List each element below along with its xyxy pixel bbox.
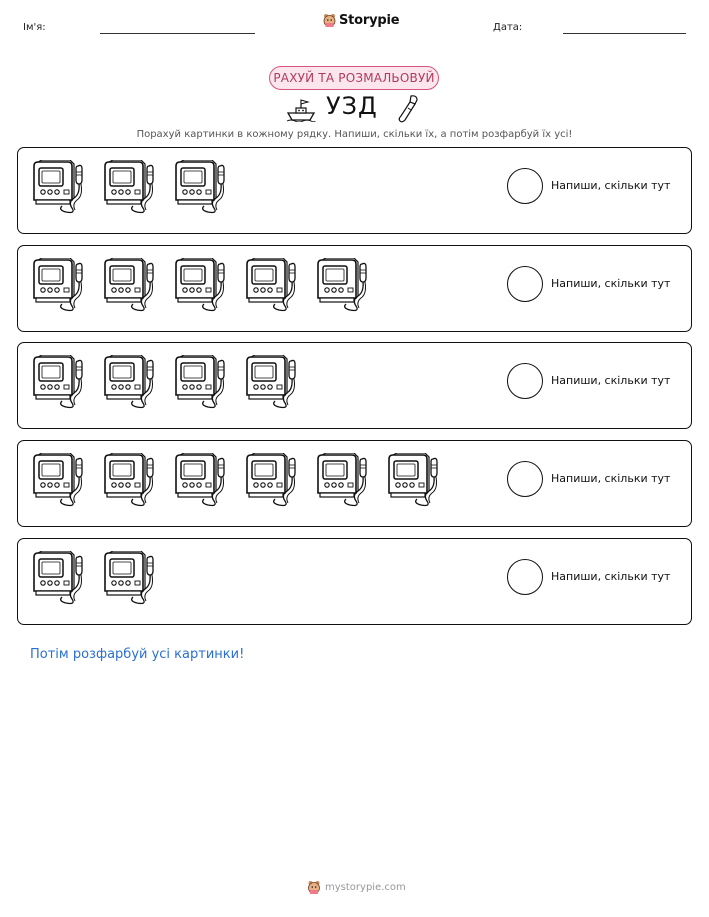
- answer-circle[interactable]: [507, 461, 543, 497]
- ultrasound-machine-icon[interactable]: [243, 258, 301, 314]
- ultrasound-machine-icon[interactable]: [101, 355, 159, 411]
- brand-name: Storypie: [339, 13, 400, 28]
- date-label: Дата:: [493, 22, 523, 33]
- ultrasound-machine-icon[interactable]: [243, 355, 301, 411]
- name-label: Ім'я:: [23, 22, 46, 33]
- ultrasound-machine-icon[interactable]: [172, 355, 230, 411]
- counting-row: [17, 147, 692, 234]
- footer-note: Потім розфарбуй усі картинки!: [30, 647, 245, 662]
- ultrasound-machine-icon[interactable]: [172, 258, 230, 314]
- ultrasound-machine-icon[interactable]: [243, 453, 301, 509]
- ultrasound-probe-icon: [397, 94, 419, 124]
- answer-circle[interactable]: [507, 168, 543, 204]
- storypie-mascot-icon: [323, 13, 336, 28]
- counting-row: [17, 538, 692, 625]
- answer-circle[interactable]: [507, 363, 543, 399]
- ultrasound-machine-icon[interactable]: [30, 160, 88, 216]
- ultrasound-machine-icon[interactable]: [172, 453, 230, 509]
- counting-row: [17, 440, 692, 527]
- title-row: [0, 92, 709, 124]
- name-line[interactable]: [100, 33, 255, 34]
- date-line[interactable]: [563, 33, 686, 34]
- ultrasound-machine-icon[interactable]: [101, 453, 159, 509]
- counting-row: [17, 342, 692, 429]
- ship-icon: [286, 98, 316, 122]
- ultrasound-machine-icon[interactable]: [30, 355, 88, 411]
- page-title: УЗД: [326, 92, 378, 120]
- ultrasound-machine-icon[interactable]: [314, 258, 372, 314]
- ultrasound-machine-icon[interactable]: [172, 160, 230, 216]
- ultrasound-machine-icon[interactable]: [314, 453, 372, 509]
- ultrasound-machine-icon[interactable]: [101, 551, 159, 607]
- answer-circle[interactable]: [507, 559, 543, 595]
- instructions: Порахуй картинки в кожному рядку. Напиши, скільки їх, а потім розфарбуй їх усі!: [136, 129, 573, 140]
- answer-label: Напиши, скільки тут: [551, 374, 671, 387]
- answer-label: Напиши, скільки тут: [551, 179, 671, 192]
- ultrasound-machine-icon[interactable]: [30, 453, 88, 509]
- ultrasound-machine-icon[interactable]: [101, 160, 159, 216]
- storypie-mascot-icon: [307, 880, 321, 895]
- activity-badge: РАХУЙ ТА РОЗМАЛЬОВУЙ: [269, 66, 439, 90]
- brand-logo: [323, 13, 399, 28]
- ultrasound-machine-icon[interactable]: [30, 551, 88, 607]
- ultrasound-machine-icon[interactable]: [101, 258, 159, 314]
- ultrasound-machine-icon[interactable]: [385, 453, 443, 509]
- answer-label: Напиши, скільки тут: [551, 472, 671, 485]
- ultrasound-machine-icon[interactable]: [30, 258, 88, 314]
- answer-circle[interactable]: [507, 266, 543, 302]
- answer-label: Напиши, скільки тут: [551, 277, 671, 290]
- site-footer: [307, 880, 406, 895]
- site-url: mystorypie.com: [325, 882, 406, 893]
- answer-label: Напиши, скільки тут: [551, 570, 671, 583]
- counting-row: [17, 245, 692, 332]
